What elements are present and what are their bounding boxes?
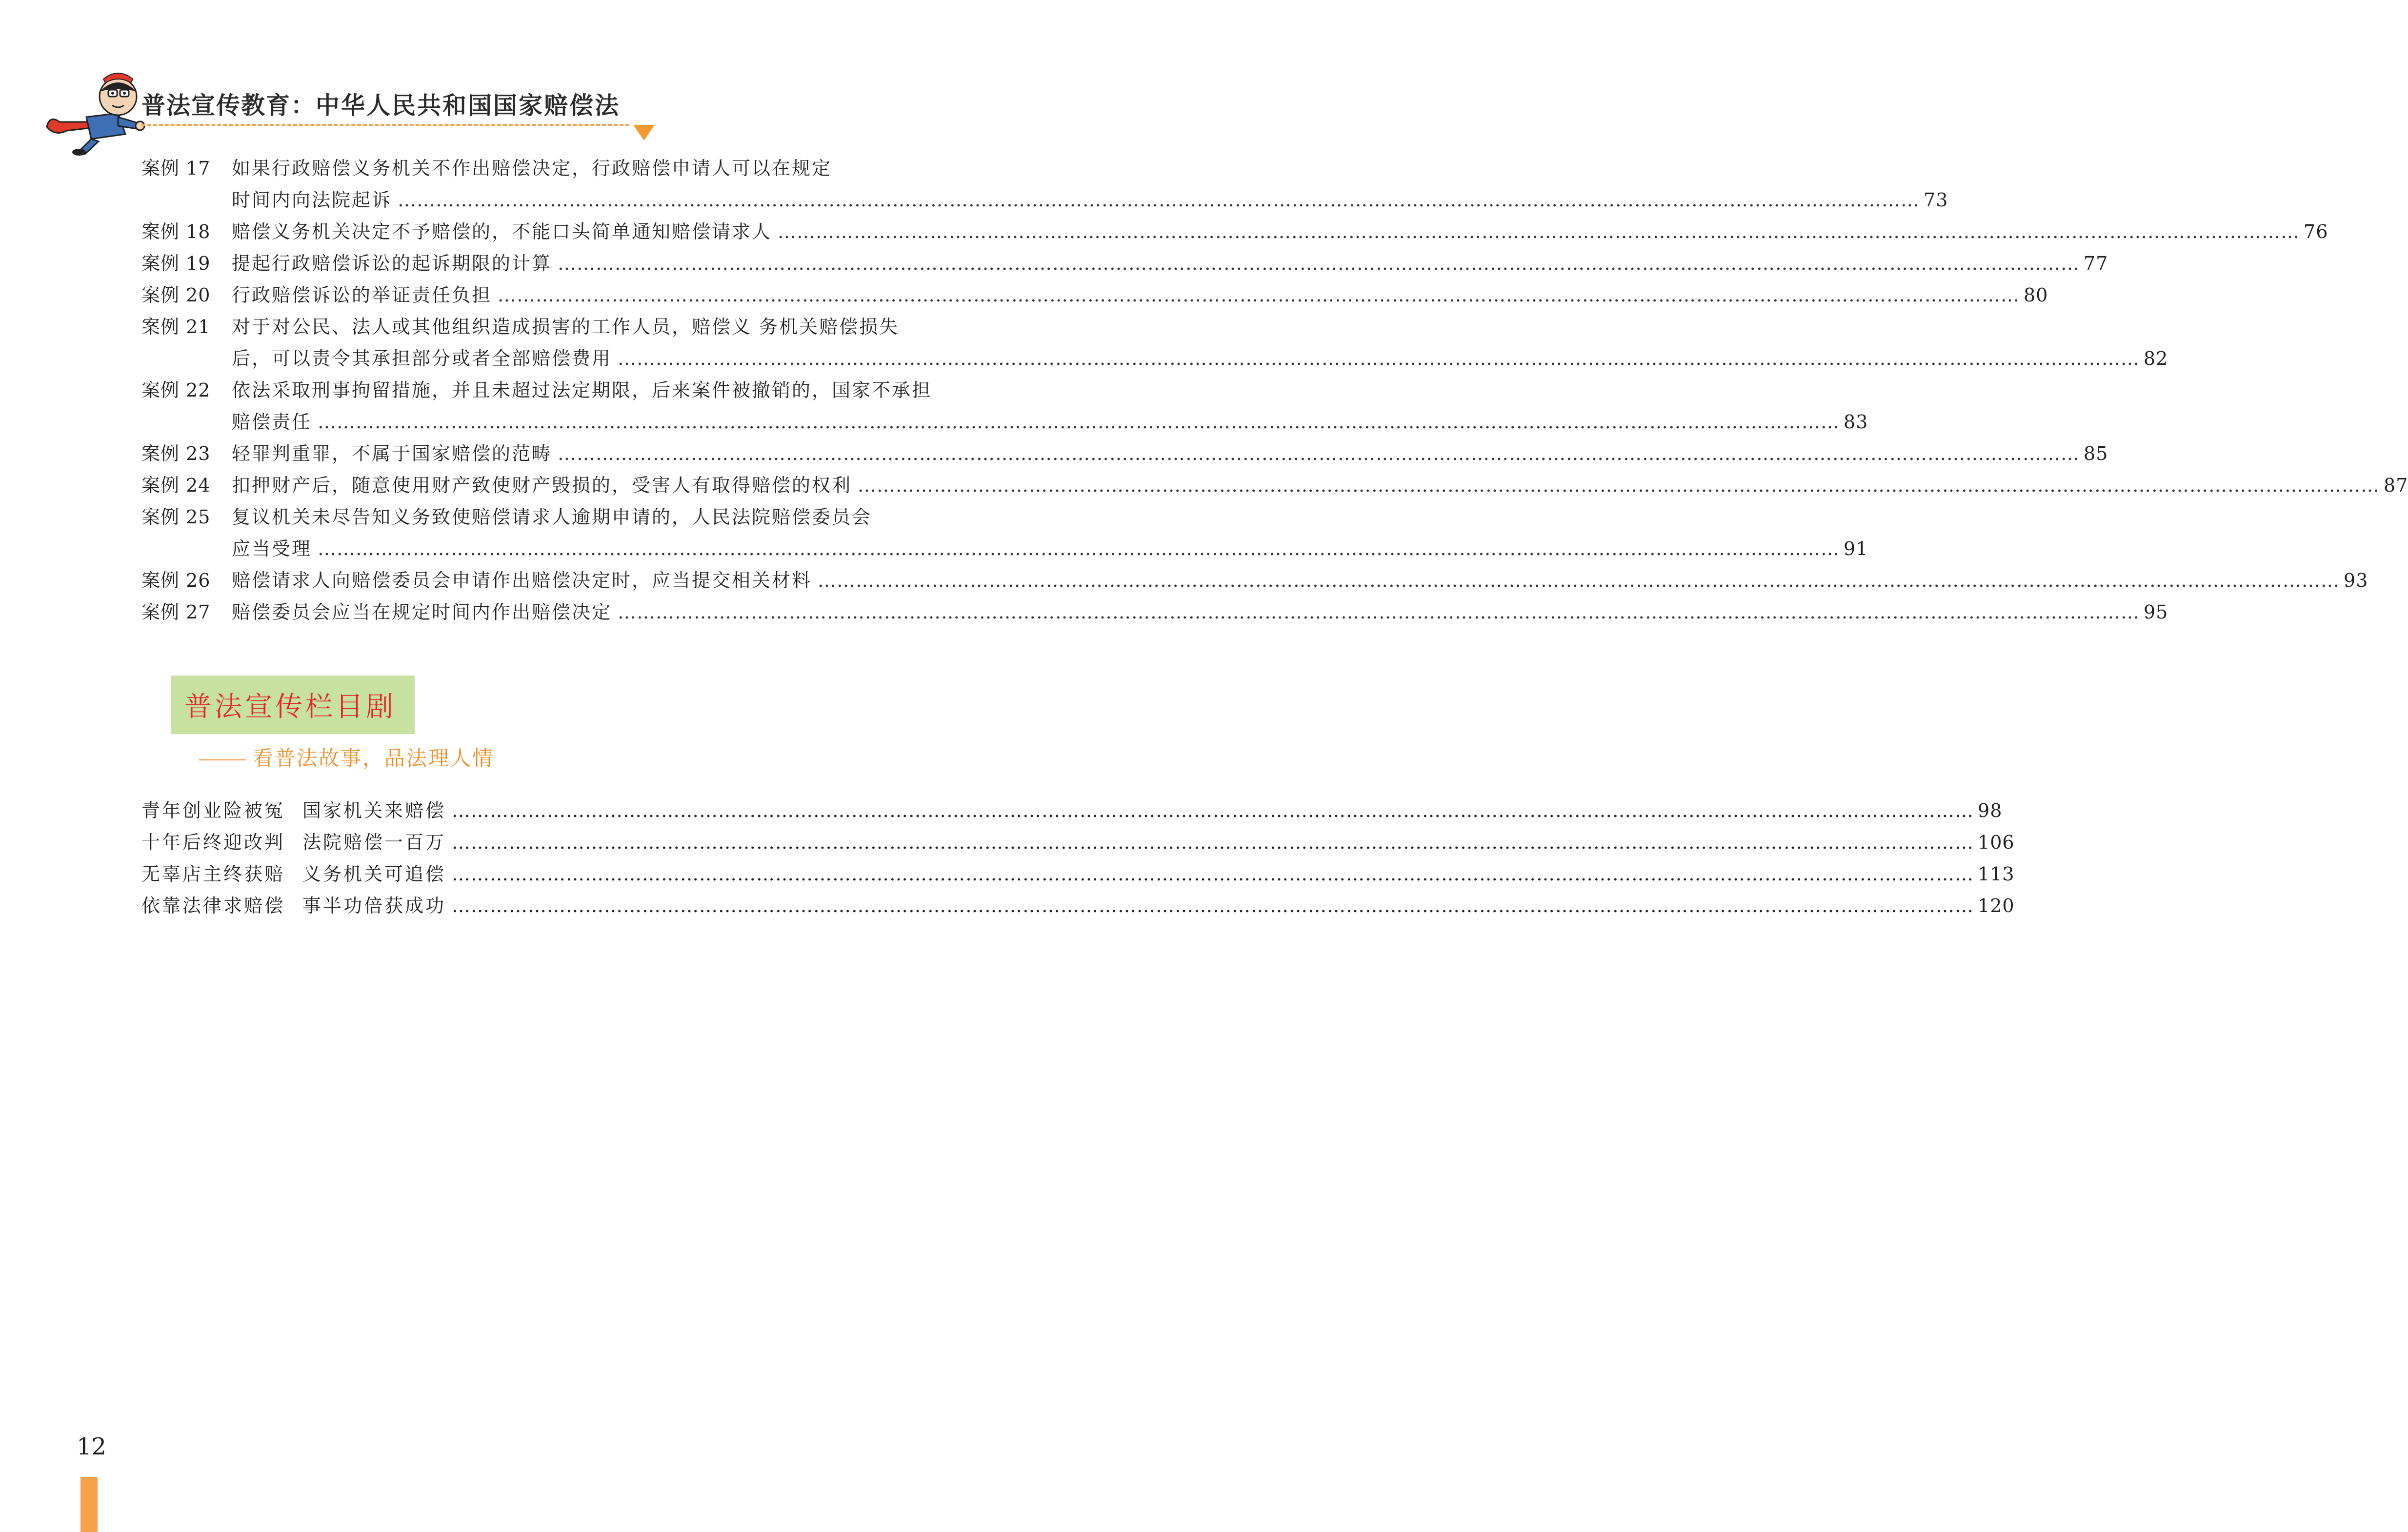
play-title-part2: 法院赔偿一百万 [302, 832, 446, 853]
play-page: 120 [1978, 895, 2015, 916]
toc-entry-label: 案例 25 [141, 506, 211, 528]
mascot-illustration [45, 68, 157, 156]
toc-entry-title: 时间内向法院起诉 [232, 189, 392, 211]
play-entry [141, 890, 2015, 922]
toc-entry-line [141, 375, 957, 406]
toc-entry-line [141, 153, 957, 184]
toc-entry-line [141, 438, 2108, 470]
toc-entry-content [232, 406, 1868, 438]
play-entry [141, 827, 2015, 858]
toc-leader-dots: …………………………………………………………………………………………………………………………………………………………………………………………………………………… [778, 221, 2300, 242]
toc-leader-dots: …………………………………………………………………………………………………………………………………………………………………………………………………………………… [452, 800, 1974, 821]
toc-entry-content [232, 279, 2048, 311]
toc-leader-dots: …………………………………………………………………………………………………………………………………………………………………………………………………………………… [318, 411, 1840, 433]
toc-entry-label: 案例 21 [141, 316, 211, 338]
toc-entry-title: 赔偿请求人向赔偿委员会申请作出赔偿决定时，应当提交相关材料 [232, 570, 812, 591]
play-title-part2: 国家机关来赔偿 [302, 800, 446, 821]
toc-entry-line [141, 501, 957, 533]
toc-leader-dots: …………………………………………………………………………………………………………………………………………………………………………………………………………………… [618, 348, 2140, 369]
toc-entry-title: 赔偿责任 [232, 411, 312, 433]
toc-leader-dots: …………………………………………………………………………………………………………………………………………………………………………………………………………………… [452, 895, 1974, 916]
play-title-part1: 依靠法律求赔偿 [141, 895, 285, 916]
play-title-part1: 十年后终迎改判 [141, 832, 285, 853]
toc-entry-content [232, 565, 2368, 597]
toc-entry-label: 案例 23 [141, 443, 211, 464]
toc-entry-line [141, 597, 2168, 628]
play-page: 98 [1978, 800, 2003, 821]
toc-entry-content [232, 343, 2168, 375]
play-list [141, 795, 2015, 922]
play-entry [141, 795, 2003, 827]
toc-list [141, 153, 2408, 628]
play-title-part2: 义务机关可追偿 [302, 863, 446, 885]
toc-entry-title: 应当受理 [232, 538, 312, 559]
toc-entry-content [232, 184, 1948, 216]
toc-entry-line [141, 279, 2048, 311]
toc-entry-title: 赔偿义务机关决定不予赔偿的，不能口头简单通知赔偿请求人 [232, 221, 772, 242]
toc-leader-dots: …………………………………………………………………………………………………………………………………………………………………………………………………………………… [452, 832, 1974, 853]
toc-entry-page: 76 [2304, 221, 2328, 242]
toc-entry-page: 82 [2144, 348, 2168, 369]
toc-entry-label: 案例 24 [141, 475, 211, 496]
header-dashed-rule [141, 124, 629, 126]
toc-entry-page: 91 [1844, 538, 1868, 559]
toc-entry-label: 案例 27 [141, 601, 211, 623]
toc-entry-page: 80 [2024, 284, 2048, 306]
toc-entry-line [141, 343, 2168, 375]
toc-entry-title: 行政赔偿诉讼的举证责任负担 [232, 284, 492, 306]
toc-entry-content [232, 470, 2408, 501]
toc-entry-label: 案例 17 [141, 158, 211, 179]
toc-entry-page: 93 [2344, 570, 2368, 591]
header-title-main: 普法宣传教育： [141, 92, 316, 119]
toc-entry-title: 扣押财产后，随意使用财产致使财产毁损的，受害人有取得赔偿的权利 [232, 475, 852, 496]
play-title-part1: 无辜店主终获赔 [141, 863, 285, 885]
page-edge-tab [80, 1477, 98, 1532]
toc-entry-content [232, 248, 2108, 279]
toc-leader-dots: …………………………………………………………………………………………………………………………………………………………………………………………………………………… [498, 284, 2020, 306]
toc-entry-label: 案例 26 [141, 570, 211, 591]
toc-entry-line [141, 248, 2108, 279]
toc-entry-title: 依法采取刑事拘留措施，并且未超过法定期限，后来案件被撤销的，国家不承担 [232, 379, 932, 401]
toc-leader-dots: …………………………………………………………………………………………………………………………………………………………………………………………………………………… [558, 443, 2080, 464]
section-subtitle-text: 看普法故事，品法理人情 [253, 746, 495, 770]
play-title-part1: 青年创业险被冤 [141, 800, 285, 821]
header-triangle-marker [633, 125, 655, 140]
toc-entry-page: 95 [2144, 601, 2168, 623]
toc-leader-dots: …………………………………………………………………………………………………………………………………………………………………………………………………………………… [558, 253, 2080, 274]
toc-leader-dots: …………………………………………………………………………………………………………………………………………………………………………………………………………………… [818, 570, 2340, 591]
toc-entry-content [232, 597, 2168, 628]
toc-leader-dots: …………………………………………………………………………………………………………………………………………………………………………………………………………………… [618, 601, 2140, 623]
header-title [141, 87, 620, 121]
toc-entry-page: 73 [1924, 189, 1948, 211]
toc-entry-line [141, 311, 957, 343]
toc-entry-title: 对于对公民、法人或其他组织造成损害的工作人员，赔偿义 务机关赔偿损失 [232, 316, 900, 338]
toc-entry-line [141, 565, 2368, 597]
section-title: 普法宣传栏目剧 [184, 691, 396, 723]
toc-entry-title: 如果行政赔偿义务机关不作出赔偿决定，行政赔偿申请人可以在规定 [232, 158, 832, 179]
toc-entry-page: 77 [2084, 253, 2108, 274]
section-banner [171, 676, 415, 734]
section-subtitle [199, 742, 494, 772]
subtitle-dash [199, 759, 246, 760]
toc-entry-title: 后，可以责令其承担部分或者全部赔偿费用 [232, 348, 612, 369]
play-page: 113 [1978, 863, 2015, 885]
page-number: 12 [77, 1433, 107, 1460]
toc-leader-dots: …………………………………………………………………………………………………………………………………………………………………………………………………………………… [452, 863, 1974, 885]
toc-entry-line [141, 533, 1868, 565]
toc-entry-title: 赔偿委员会应当在规定时间内作出赔偿决定 [232, 601, 612, 623]
toc-entry-label: 案例 18 [141, 221, 211, 242]
play-page: 106 [1978, 832, 2015, 853]
toc-leader-dots: …………………………………………………………………………………………………………………………………………………………………………………………………………………… [398, 189, 1920, 211]
toc-entry-content [232, 533, 1868, 565]
toc-leader-dots: …………………………………………………………………………………………………………………………………………………………………………………………………………………… [858, 475, 2380, 496]
header-title-sub: 中华人民共和国国家赔偿法 [316, 92, 621, 119]
toc-entry-title: 提起行政赔偿诉讼的起诉期限的计算 [232, 253, 552, 274]
toc-entry-page: 87 [2384, 475, 2408, 496]
toc-entry-line [141, 216, 2328, 248]
toc-entry-content [232, 438, 2108, 470]
toc-entry-title: 复议机关未尽告知义务致使赔偿请求人逾期申请的，人民法院赔偿委员会 [232, 506, 872, 528]
play-title-part2: 事半功倍获成功 [302, 895, 446, 916]
toc-entry-content [232, 216, 2328, 248]
toc-entry-line [141, 470, 2408, 501]
toc-entry-page: 83 [1844, 411, 1868, 433]
toc-entry-page: 85 [2084, 443, 2108, 464]
toc-entry-label: 案例 19 [141, 253, 211, 274]
toc-entry-line [141, 406, 1868, 438]
toc-entry-title: 轻罪判重罪，不属于国家赔偿的范畴 [232, 443, 552, 464]
play-entry [141, 858, 2015, 890]
toc-entry-label: 案例 22 [141, 379, 211, 401]
toc-entry-line [141, 184, 1948, 216]
toc-entry-label: 案例 20 [141, 284, 211, 306]
toc-leader-dots: …………………………………………………………………………………………………………………………………………………………………………………………………………………… [318, 538, 1840, 559]
